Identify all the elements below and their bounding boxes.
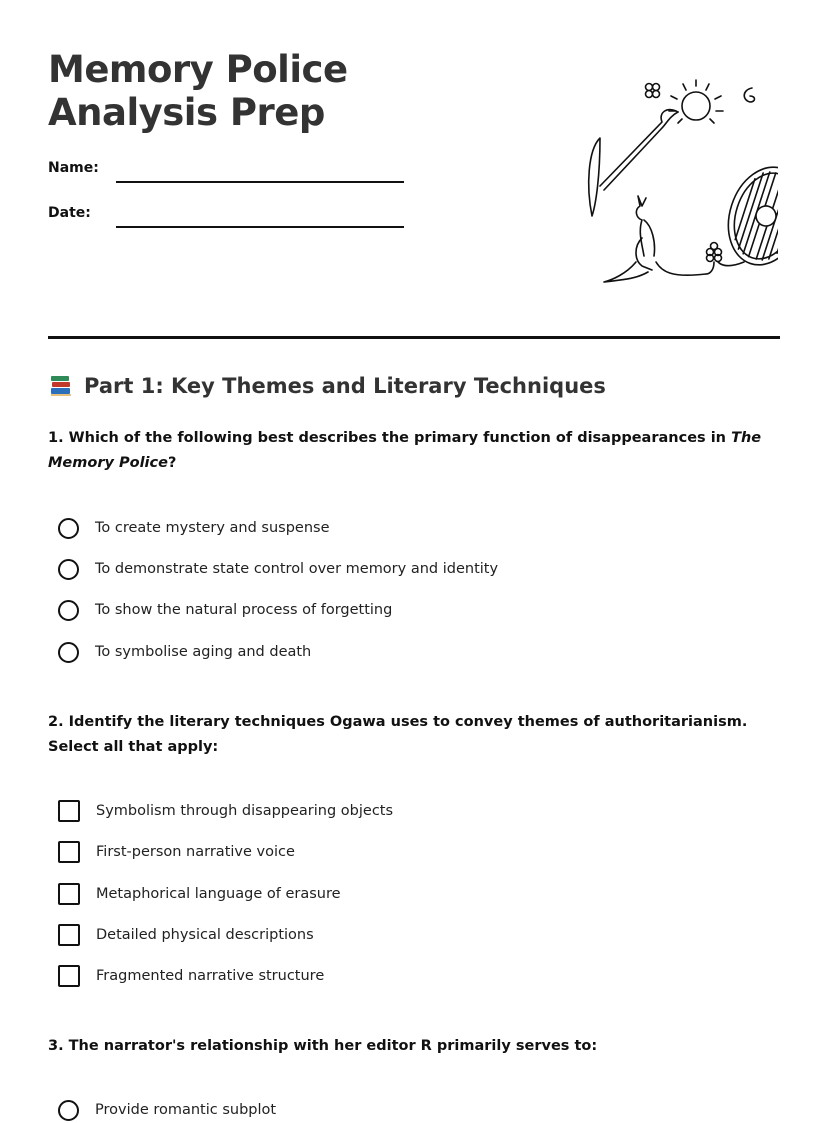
question-1-book-title: The Memory Police: [48, 430, 762, 471]
option-label: First-person narrative voice: [96, 844, 295, 860]
checkbox[interactable]: [58, 924, 80, 946]
q1-option-3[interactable]: [58, 597, 392, 623]
option-label: To create mystery and suspense: [95, 520, 330, 536]
section-divider: [48, 336, 780, 339]
radio-button[interactable]: [58, 642, 79, 663]
option-label: To show the natural process of forgetting: [95, 602, 393, 618]
date-input-line[interactable]: [116, 226, 404, 228]
option-label: Fragmented narrative structure: [96, 968, 325, 984]
books-icon: [48, 373, 74, 399]
date-label: Date:: [48, 205, 91, 221]
radio-button[interactable]: [58, 518, 79, 539]
radio-button[interactable]: [58, 1100, 79, 1121]
q1-option-2[interactable]: [58, 556, 498, 582]
sun-icon: [669, 80, 723, 123]
q2-option-1[interactable]: [58, 798, 393, 824]
date-field[interactable]: [48, 205, 408, 233]
question-1-text: 1. Which of the following best describes the primary function of disappearances in: [48, 430, 732, 446]
decorative-illustration: [538, 66, 778, 296]
clover-icon: [646, 84, 660, 98]
radio-button[interactable]: [58, 600, 79, 621]
option-label: Provide romantic subplot: [95, 1102, 277, 1118]
q2-option-2[interactable]: [58, 839, 295, 865]
radio-button[interactable]: [58, 559, 79, 580]
option-label: To symbolise aging and death: [95, 644, 312, 660]
page-title: Memory Police Analysis Prep: [48, 48, 348, 134]
checkbox[interactable]: [58, 800, 80, 822]
option-label: Metaphorical language of erasure: [96, 886, 341, 902]
kangaroo-icon: [604, 196, 706, 282]
q1-option-1[interactable]: [58, 515, 330, 541]
question-2: 2. Identify the literary techniques Ogawa uses to convey themes of authoritarianism. Select all that apply:: [48, 714, 748, 755]
feather-icon: [589, 110, 678, 216]
name-field[interactable]: [48, 160, 408, 188]
option-label: To demonstrate state control over memory and identity: [95, 561, 499, 577]
option-label: Symbolism through disappearing objects: [96, 803, 394, 819]
question-1-end: ?: [167, 455, 177, 471]
q3-option-1[interactable]: [58, 1097, 276, 1123]
q2-option-3[interactable]: [58, 881, 341, 907]
checkbox[interactable]: [58, 841, 80, 863]
option-label: Detailed physical descriptions: [96, 927, 314, 943]
section-1-title-text: Part 1: Key Themes and Literary Techniques: [84, 374, 606, 398]
section-1-title: [48, 373, 606, 399]
q2-option-5[interactable]: [58, 963, 324, 989]
name-label: Name:: [48, 160, 99, 176]
question-3: 3. The narrator's relationship with her editor R primarily serves to:: [48, 1038, 598, 1054]
q1-option-4[interactable]: [58, 639, 311, 665]
name-input-line[interactable]: [116, 181, 404, 183]
leaf-icon: [744, 88, 754, 102]
q2-option-4[interactable]: [58, 922, 314, 948]
checkbox[interactable]: [58, 883, 80, 905]
checkbox[interactable]: [58, 965, 80, 987]
shield-icon: [716, 157, 778, 274]
question-1: [48, 426, 780, 476]
